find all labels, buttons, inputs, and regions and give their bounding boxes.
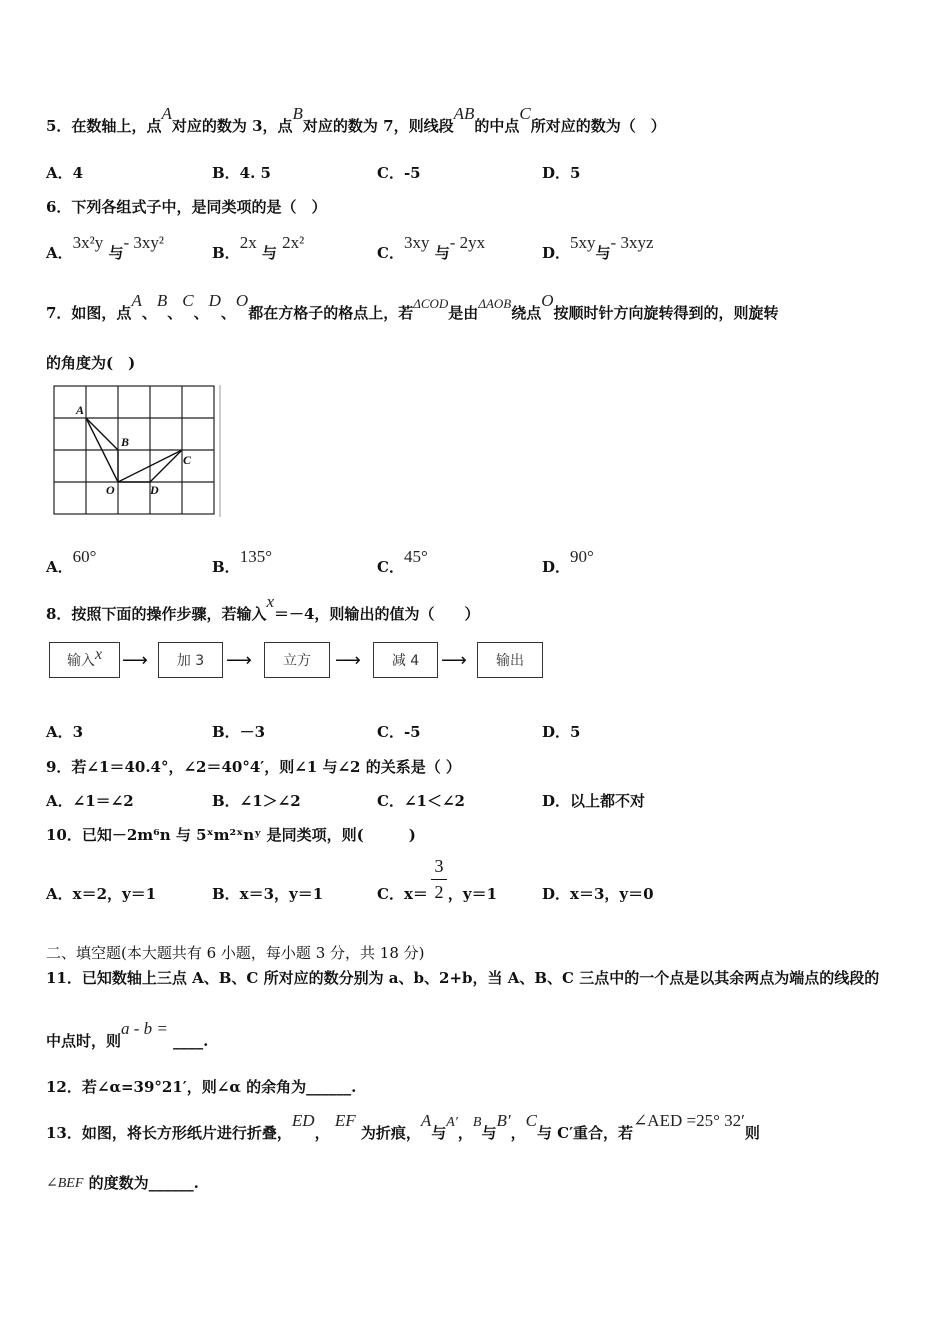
question-9: 9．若∠1＝40.4°，∠2＝40°4′，则∠1 与∠2 的关系是（ ）: [46, 758, 461, 776]
q6-option-c[interactable]: C．3xy 与- 2yx: [377, 233, 486, 262]
q10-option-c[interactable]: C．x＝ ，y＝1: [377, 885, 498, 903]
section-heading-fill-in: 二、填空题(本大题共有 6 小题，每小题 3 分，共 18 分): [46, 944, 425, 962]
flow-arrow: ⟶: [122, 650, 148, 671]
q7-option-a[interactable]: A．60°: [46, 547, 97, 576]
question-7-cont: 的角度为( ): [46, 354, 136, 372]
q7-option-d[interactable]: D．90°: [542, 547, 594, 576]
q5-option-d[interactable]: D．5: [542, 164, 581, 182]
question-5: 5．在数轴上，点A对应的数为 3，点B对应的数为 7，则线段AB的中点C所对应的数为（ ）: [46, 104, 666, 135]
flow-step-input: 输入 x: [49, 642, 120, 678]
grid-label-b: B: [121, 435, 130, 449]
flow-arrow: ⟶: [226, 650, 252, 671]
q8-option-b[interactable]: B．－3: [212, 723, 266, 741]
question-11-cont: 中点时，则a - b = ____.: [46, 1019, 209, 1050]
q8-option-c[interactable]: C．-5: [377, 723, 421, 741]
question-8: 8．按照下面的操作步骤，若输入x＝－4，则输出的值为（ ）: [46, 592, 480, 623]
flow-step-add3: 加 3: [158, 642, 223, 678]
flow-step-cube: 立方: [264, 642, 330, 678]
question-13-cont: ∠BEF 的度数为______.: [46, 1174, 199, 1192]
q10-option-a[interactable]: A．x＝2，y＝1: [46, 885, 157, 903]
q10-option-b[interactable]: B．x＝3，y＝1: [212, 885, 324, 903]
question-7: 7．如图，点A、B、C、D、O都在方格子的格点上，若ΔCOD是由ΔAOB绕点O按顺时针方向旋转得到的，则旋转: [46, 291, 779, 322]
q6-option-b[interactable]: B．2x 与 2x²: [212, 233, 305, 262]
q9-option-c[interactable]: C．∠1＜∠2: [377, 792, 465, 810]
flow-arrow: ⟶: [441, 650, 467, 671]
q5-option-a[interactable]: A．4: [46, 164, 84, 182]
q8-option-d[interactable]: D．5: [542, 723, 581, 741]
question-13: 13．如图，将长方形纸片进行折叠，ED， EF 为折痕，A与A′，B与B′，C与 C′重合，若∠AED =25° 32′则: [46, 1111, 760, 1142]
rotation-grid-figure: [50, 383, 225, 521]
q5-option-b[interactable]: B．4. 5: [212, 164, 271, 182]
q6-option-a[interactable]: A．3x²y 与- 3xy²: [46, 233, 165, 262]
q5-option-c[interactable]: C．-5: [377, 164, 421, 182]
question-11: 11．已知数轴上三点 A、B、C 所对应的数分别为 a、b、2+b，当 A、B、C 三点中的一个点是以其余两点为端点的线段的: [46, 969, 880, 987]
q9-option-d[interactable]: D．以上都不对: [542, 792, 646, 810]
flow-step-output: 输出: [477, 642, 543, 678]
q6-option-d[interactable]: D．5xy与- 3xyz: [542, 233, 654, 262]
fraction-three-halves: 3 2: [431, 856, 447, 903]
question-6: 6．下列各组式子中，是同类项的是（ ）: [46, 198, 327, 216]
q8-option-a[interactable]: A．3: [46, 723, 84, 741]
grid-label-d: D: [150, 483, 159, 497]
q7-option-c[interactable]: C．45°: [377, 547, 428, 576]
question-10: 10．已知－2m⁶n 与 5ˣm²ˣnʸ 是同类项，则( ): [46, 826, 416, 844]
grid-label-o: O: [106, 483, 115, 497]
answer-blank[interactable]: ____.: [173, 1032, 209, 1050]
grid-label-c: C: [183, 453, 192, 467]
q10-option-d[interactable]: D．x＝3，y＝0: [542, 885, 654, 903]
question-12: 12．若∠α=39°21′，则∠α 的余角为______.: [46, 1078, 357, 1096]
flow-step-sub4: 减 4: [373, 642, 438, 678]
q9-option-a[interactable]: A．∠1＝∠2: [46, 792, 134, 810]
q9-option-b[interactable]: B．∠1＞∠2: [212, 792, 301, 810]
grid-label-a: A: [76, 403, 85, 417]
q7-option-b[interactable]: B．135°: [212, 547, 272, 576]
flow-arrow: ⟶: [335, 650, 361, 671]
